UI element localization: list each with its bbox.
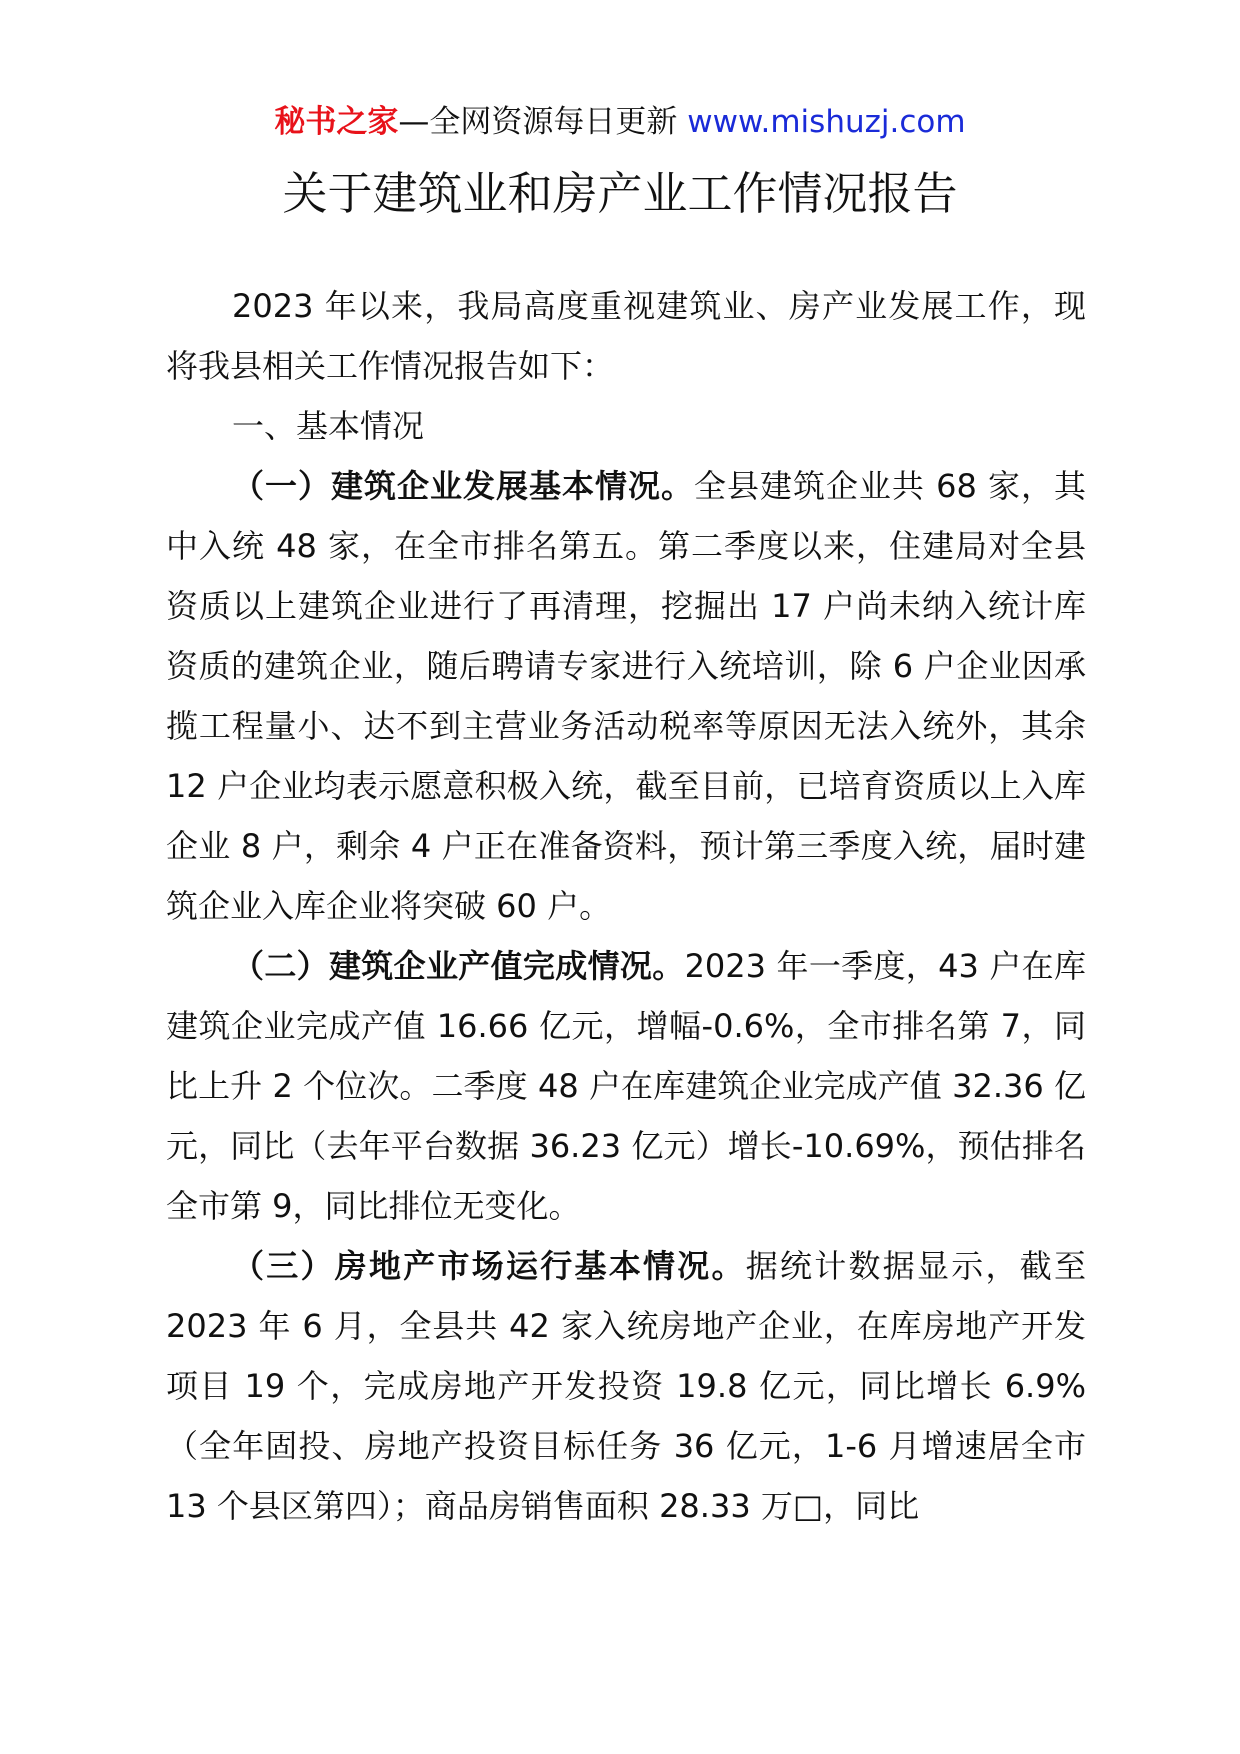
paragraph-body: 全县建筑企业共 68 家，其中入统 48 家，在全市排名第五。第二季度以来，住建局对全县资质以上建筑企业进行了再清理，挖掘出 17 户尚未纳入统计库资质的建筑企业，随后聘请专家进行入统培训，除 6 户企业因承揽工程量小、达不到主营业务活动税率等原因无法入统外，其余 12 户企业均表示愿意积极入统，截至目前，已培育资质以上入库企业 8 户，剩余 4 户正在准备资料，预计第三季度入统，届时建筑企业入库企业将突破 60 户。 (166, 467, 1086, 925)
site-banner (0, 100, 1240, 144)
paragraph-heading: （一）建筑企业发展基本情况。 (232, 467, 694, 505)
section-heading: 一、基本情况 (232, 407, 425, 445)
paragraph-real-estate-market (166, 1236, 1086, 1536)
document-body (166, 276, 1086, 1536)
paragraph-body: 据统计数据显示，截至 2023 年 6 月，全县共 42 家入统房地产企业，在库房地产开发项目 19 个，完成房地产开发投资 19.8 亿元，同比增长 6.9%（全年固投、房地产投资目标任务 36 亿元，1-6 月增速居全市 13 个县区第四）；商品房销售面积 28.33 万□，同比 (166, 1247, 1086, 1525)
paragraph-heading: （三）房地产市场运行基本情况。 (232, 1247, 746, 1285)
intro-paragraph: 2023 年以来，我局高度重视建筑业、房产业发展工作，现将我县相关工作情况报告如下： (166, 287, 1086, 385)
site-url-link[interactable]: www.mishuzj.com (687, 104, 966, 140)
paragraph-heading: （二）建筑企业产值完成情况。 (232, 947, 685, 985)
brand-name: 秘书之家 (274, 104, 399, 140)
paragraph-body: 2023 年一季度，43 户在库建筑企业完成产值 16.66 亿元，增幅-0.6%，全市排名第 7，同比上升 2 个位次。二季度 48 户在库建筑企业完成产值 32.36 亿元，同比（去年平台数据 36.23 亿元）增长-10.69%，预估排名全市第 9，同比排位无变化。 (166, 947, 1086, 1225)
banner-tagline: —全网资源每日更新 (398, 104, 678, 140)
paragraph-construction-enterprises (166, 456, 1086, 936)
paragraph-output-value (166, 936, 1086, 1236)
document-title: 关于建筑业和房产业工作情况报告 (282, 167, 958, 220)
